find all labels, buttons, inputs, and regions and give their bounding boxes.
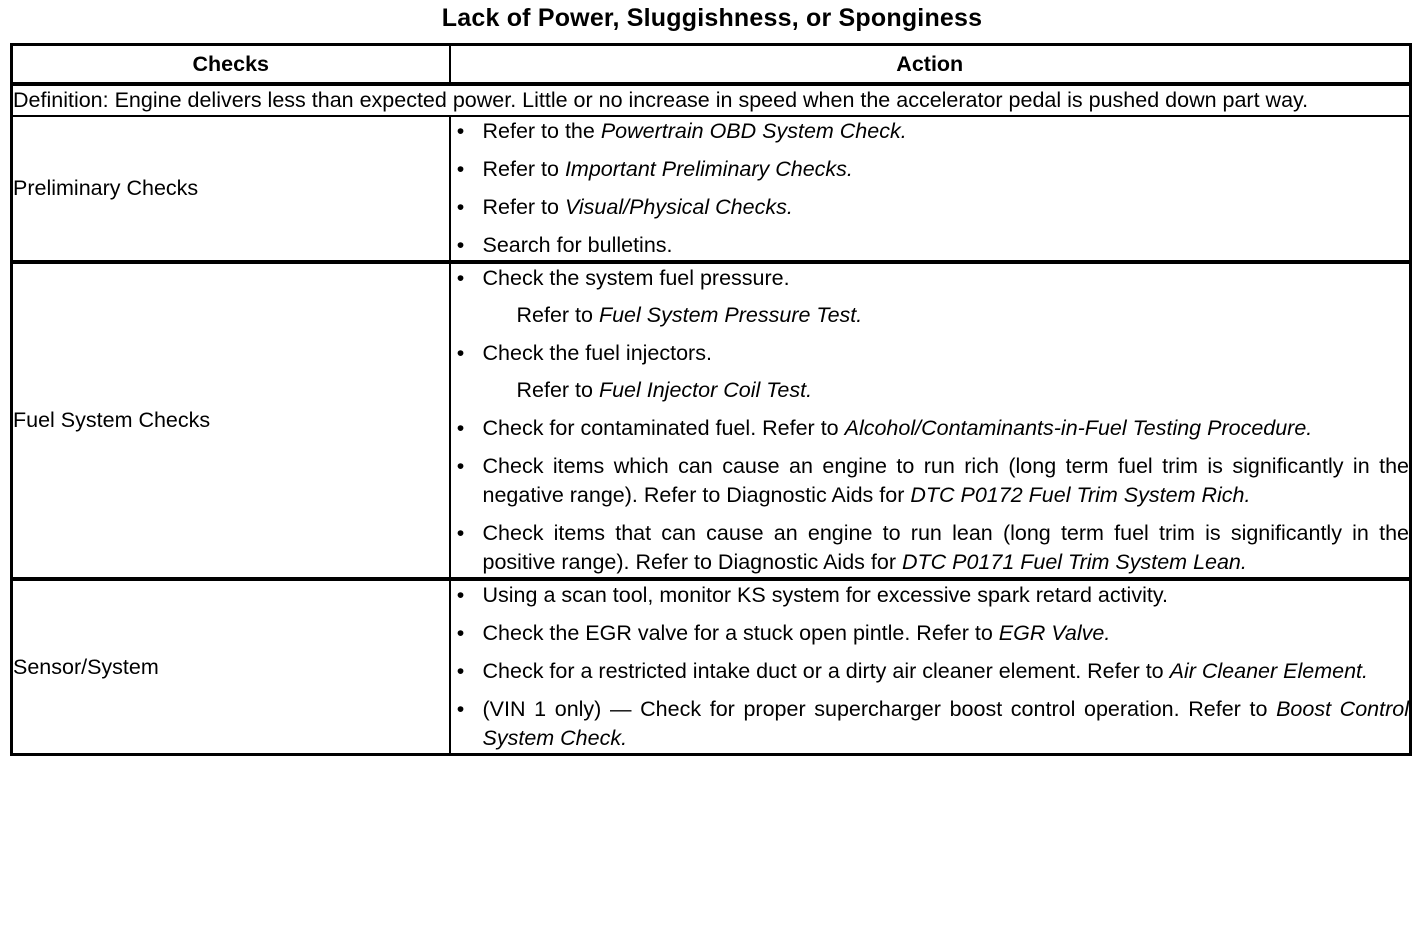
action-item [451, 657, 1410, 686]
check-category: Sensor/System [12, 579, 450, 755]
bullet-icon: • [456, 659, 465, 683]
action-text: Check for a restricted intake duct or a dirty air cleaner element. Refer to [482, 659, 1170, 683]
action-cell [450, 579, 1411, 755]
action-reference: DTC P0171 Fuel Trim System Lean. [901, 550, 1247, 574]
action-item [451, 117, 1410, 146]
action-item [451, 264, 1410, 330]
action-text: Refer to [482, 195, 565, 219]
action-reference: Boost Control System Check. [482, 697, 1409, 750]
action-text: Check items which can cause an engine to run rich (long term fuel trim is significantly in the negative range). Refer to Diagnostic Aids for [482, 454, 1409, 507]
action-reference: Powertrain OBD System Check. [600, 119, 907, 143]
action-text: Check items that can cause an engine to run lean (long term fuel trim is significantly in the positive range). Refer to Diagnostic Aids for [482, 521, 1409, 574]
check-group-row [12, 116, 1411, 262]
table-header-row [12, 45, 1411, 85]
action-sub-reference [483, 376, 1410, 405]
bullet-icon: • [456, 697, 465, 721]
action-item [451, 155, 1410, 184]
action-text: Search for bulletins. [482, 233, 673, 257]
bullet-icon: • [456, 266, 465, 290]
sub-text: Refer to [516, 303, 599, 327]
bullet-icon: • [456, 583, 465, 607]
check-category: Fuel System Checks [12, 262, 450, 579]
bullet-icon: • [456, 521, 465, 545]
sub-text: Refer to [516, 378, 599, 402]
bullet-icon: • [456, 119, 465, 143]
action-reference: Important Preliminary Checks. [564, 157, 853, 181]
action-reference: Visual/Physical Checks. [564, 195, 793, 219]
check-group-row [12, 579, 1411, 755]
action-item [451, 193, 1410, 222]
action-list [451, 264, 1410, 577]
action-text: Check the EGR valve for a stuck open pintle. Refer to [482, 621, 999, 645]
action-reference: Alcohol/Contaminants-in-Fuel Testing Procedure. [844, 416, 1313, 440]
action-reference: EGR Valve. [998, 621, 1111, 645]
action-item [451, 452, 1410, 510]
action-item [451, 231, 1410, 260]
diagnostic-table [10, 43, 1412, 756]
action-text: Refer to [482, 157, 565, 181]
action-text: (VIN 1 only) — Check for proper supercharger boost control operation. Refer to [482, 697, 1277, 721]
bullet-icon: • [456, 416, 465, 440]
check-group-row [12, 262, 1411, 579]
action-cell [450, 262, 1411, 579]
action-text: Using a scan tool, monitor KS system for excessive spark retard activity. [482, 583, 1168, 607]
action-text: Check the system fuel pressure. [482, 266, 790, 290]
action-item [451, 619, 1410, 648]
action-item [451, 519, 1410, 577]
bullet-icon: • [456, 195, 465, 219]
action-sub-reference [483, 301, 1410, 330]
sub-reference: Fuel System Pressure Test. [598, 303, 863, 327]
action-item [451, 339, 1410, 405]
action-cell [450, 116, 1411, 262]
bullet-icon: • [456, 621, 465, 645]
bullet-icon: • [456, 454, 465, 478]
action-list [451, 117, 1410, 260]
action-reference: Air Cleaner Element. [1169, 659, 1368, 683]
bullet-icon: • [456, 233, 465, 257]
definition-row [12, 84, 1411, 116]
bullet-icon: • [456, 157, 465, 181]
action-reference: DTC P0172 Fuel Trim System Rich. [910, 483, 1251, 507]
sub-reference: Fuel Injector Coil Test. [598, 378, 813, 402]
action-item [451, 581, 1410, 610]
bullet-icon: • [456, 341, 465, 365]
action-text: Refer to the [482, 119, 601, 143]
action-list [451, 581, 1410, 753]
action-text: Check the fuel injectors. [482, 341, 712, 365]
page-title: Lack of Power, Sluggishness, or Sponginess [441, 4, 983, 32]
definition-text: Definition: Engine delivers less than expected power. Little or no increase in speed when the accelerator pedal is pushed down part way. [12, 84, 1411, 116]
action-text: Check for contaminated fuel. Refer to [482, 416, 845, 440]
check-category: Preliminary Checks [12, 116, 450, 262]
action-column-header: Action [450, 45, 1411, 85]
checks-column-header: Checks [12, 45, 450, 85]
action-item [451, 695, 1410, 753]
action-item [451, 414, 1410, 443]
